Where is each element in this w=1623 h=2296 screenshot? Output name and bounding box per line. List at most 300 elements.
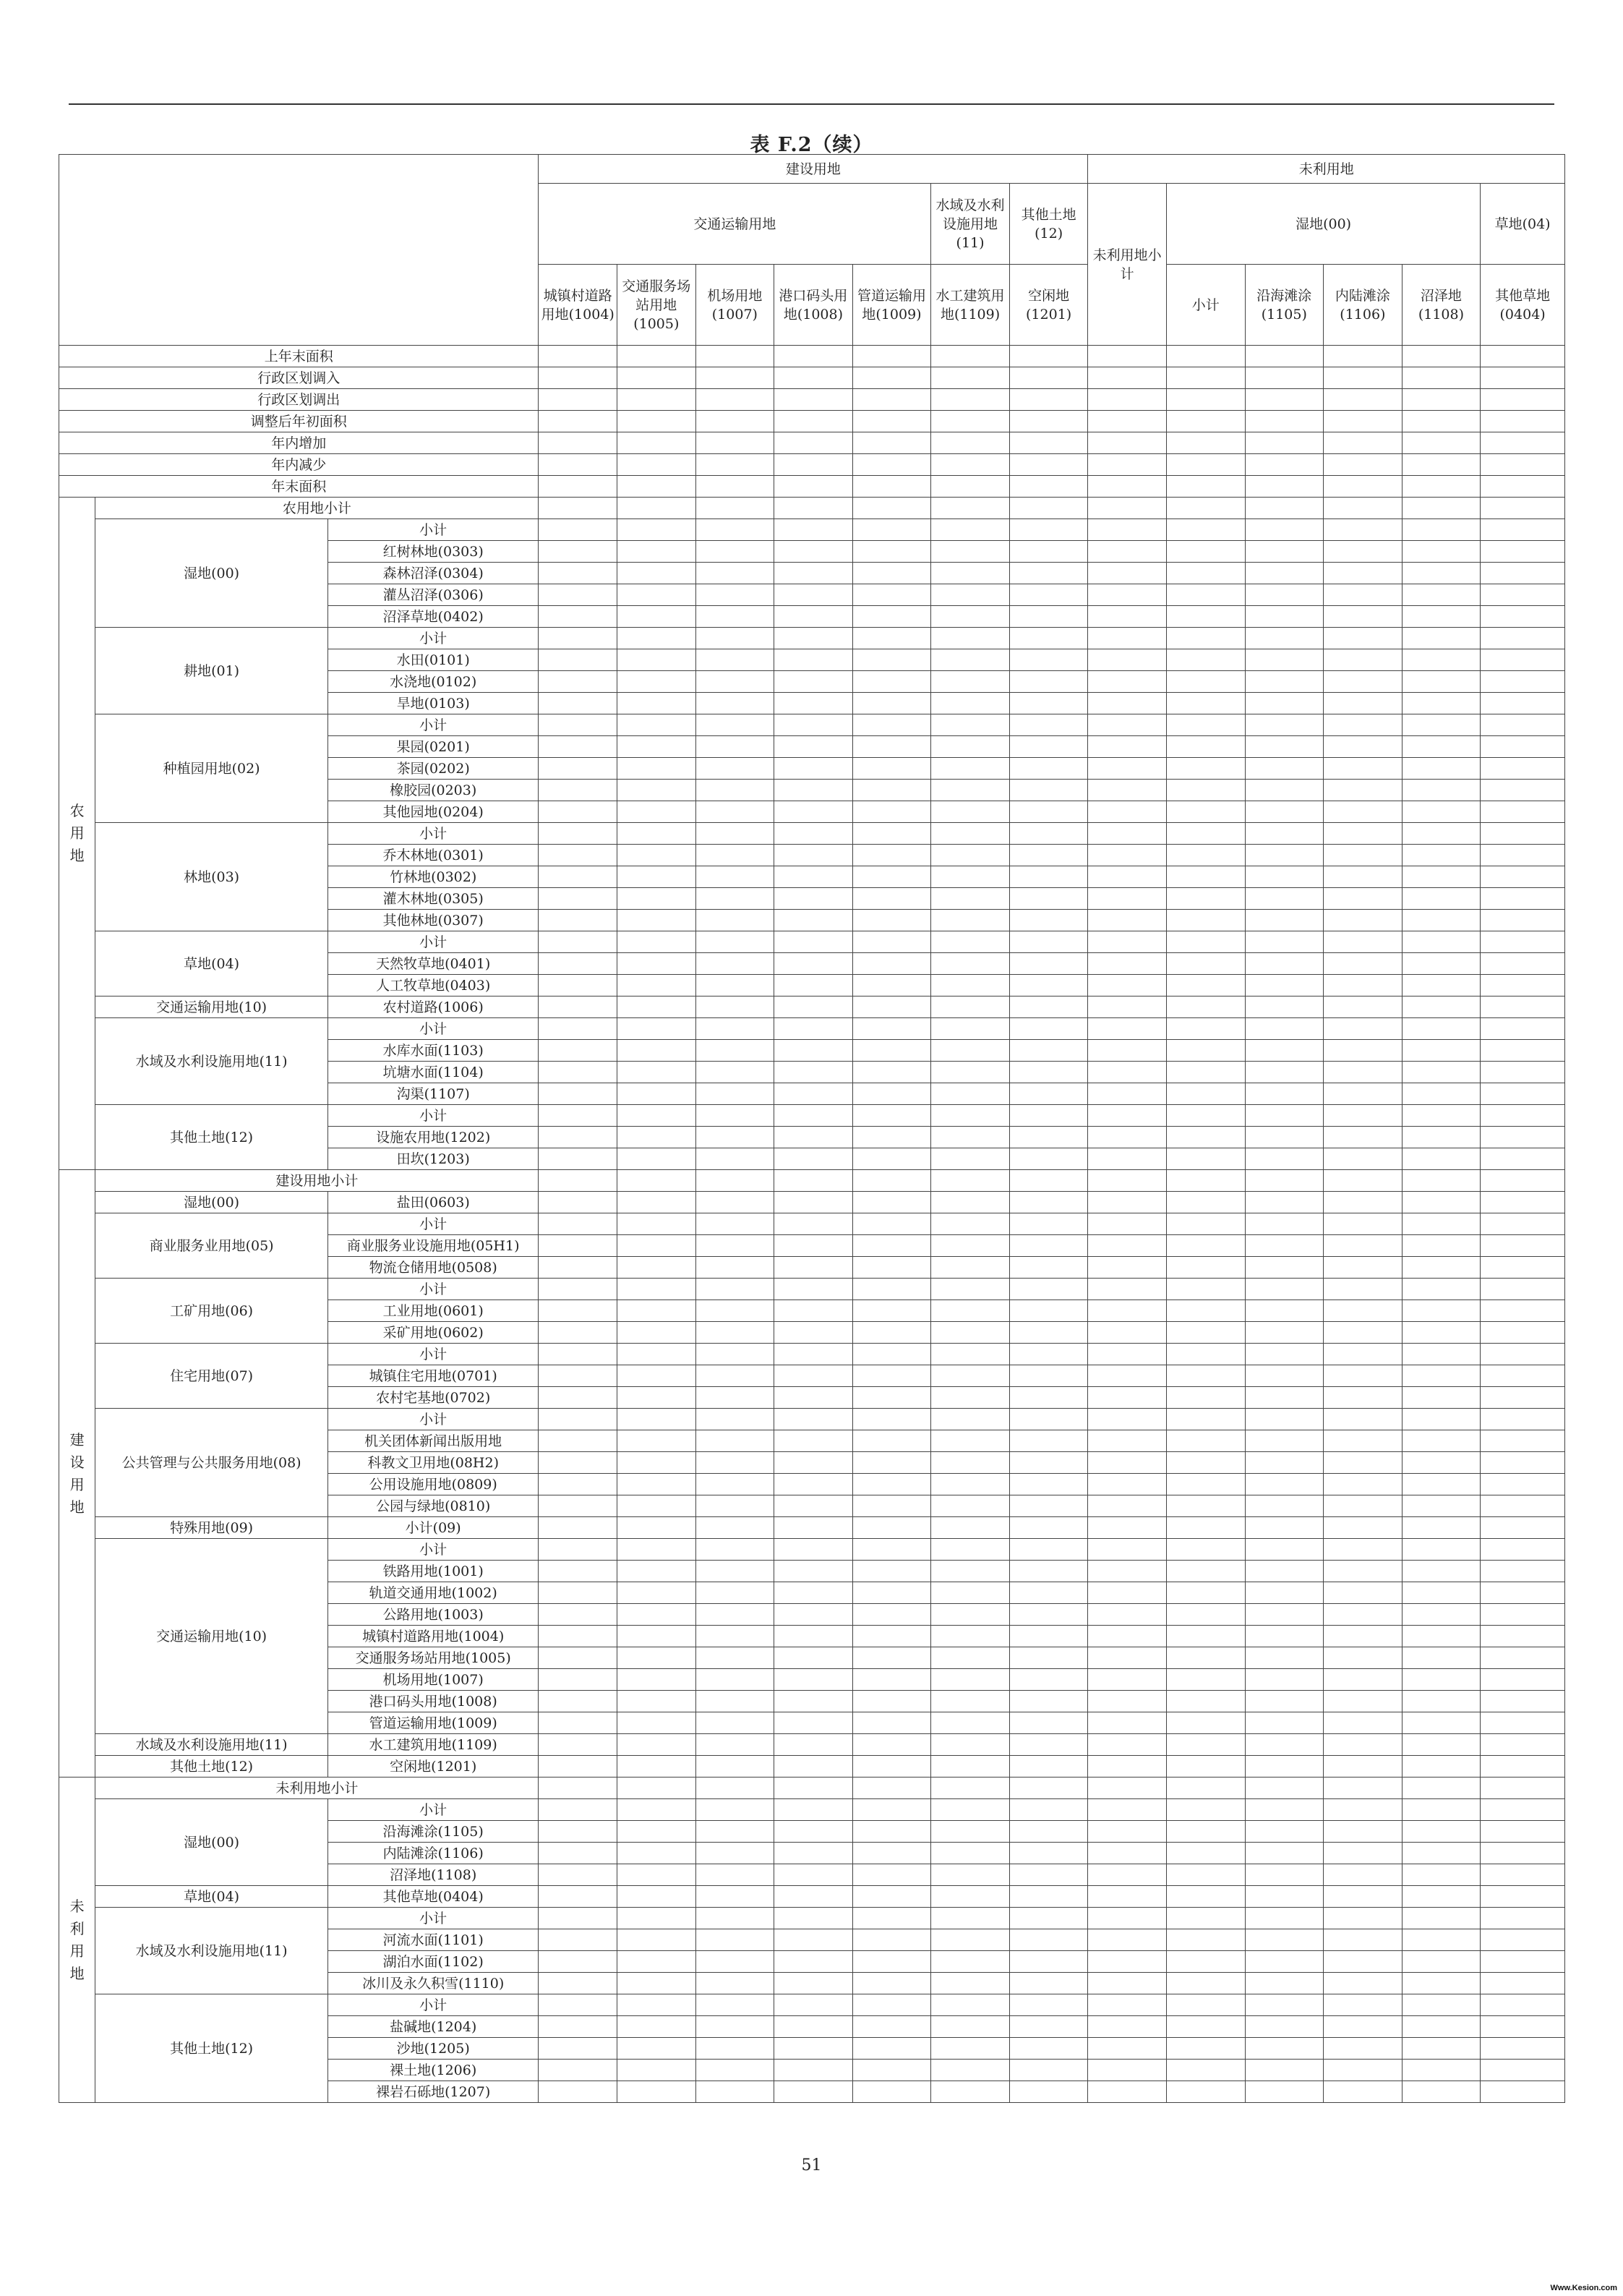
value-cell (852, 1148, 931, 1170)
value-cell (1088, 584, 1167, 606)
value-cell (695, 1929, 774, 1951)
table-row (59, 1213, 1565, 1235)
value-cell (1088, 1886, 1167, 1908)
value-cell (1166, 606, 1245, 628)
value-cell (1088, 2081, 1167, 2103)
value-cell (1166, 1409, 1245, 1430)
table-row (59, 931, 1565, 953)
value-cell (931, 1322, 1010, 1344)
value-cell (1402, 1387, 1481, 1409)
value-cell (1402, 2060, 1481, 2081)
value-cell (1245, 1083, 1324, 1105)
value-cell (1245, 1756, 1324, 1778)
value-cell (617, 346, 696, 367)
subcategory-label: 农村道路(1006) (327, 997, 539, 1018)
value-cell (695, 432, 774, 454)
value-cell (1402, 1821, 1481, 1843)
value-cell (1088, 541, 1167, 563)
value-cell (1481, 606, 1565, 628)
value-cell (1088, 736, 1167, 758)
value-cell (617, 606, 696, 628)
value-cell (1088, 1604, 1167, 1626)
value-cell (1166, 780, 1245, 801)
value-cell (695, 1430, 774, 1452)
subcategory-label: 冰川及永久积雪(1110) (327, 1973, 539, 1994)
value-cell (539, 1409, 617, 1430)
value-cell (617, 2060, 696, 2081)
column-header: 水工建筑用地(1109) (931, 265, 1010, 346)
value-cell (852, 584, 931, 606)
value-cell (695, 1170, 774, 1192)
subcategory-label: 小计 (327, 1279, 539, 1300)
category-label: 湿地(00) (95, 519, 328, 628)
value-cell (1324, 1886, 1403, 1908)
value-cell (1402, 1864, 1481, 1886)
value-cell (695, 1647, 774, 1669)
value-cell (1166, 2038, 1245, 2060)
value-cell (1088, 1647, 1167, 1669)
value-cell (1245, 389, 1324, 411)
value-cell (1245, 1452, 1324, 1474)
value-cell (617, 1474, 696, 1495)
value-cell (1009, 1452, 1088, 1474)
table-row (59, 714, 1565, 736)
subcategory-label: 港口码头用地(1008) (327, 1691, 539, 1712)
value-cell (931, 1105, 1010, 1127)
table-row (59, 1517, 1565, 1539)
value-cell (1324, 1669, 1403, 1691)
value-cell (539, 498, 617, 519)
value-cell (1088, 693, 1167, 714)
subcategory-label: 天然牧草地(0401) (327, 953, 539, 975)
value-cell (774, 1192, 853, 1213)
value-cell (1009, 1712, 1088, 1734)
value-cell (539, 1018, 617, 1040)
value-cell (1245, 845, 1324, 866)
value-cell (1009, 736, 1088, 758)
value-cell (617, 671, 696, 693)
value-cell (1245, 975, 1324, 997)
value-cell (1245, 1561, 1324, 1582)
subcategory-label: 小计 (327, 1539, 539, 1561)
value-cell (1324, 1712, 1403, 1734)
value-cell (1324, 2016, 1403, 2038)
value-cell (1402, 845, 1481, 866)
value-cell (1166, 823, 1245, 845)
subcategory-label: 竹林地(0302) (327, 866, 539, 888)
value-cell (1088, 1778, 1167, 1799)
value-cell (1402, 1734, 1481, 1756)
value-cell (617, 628, 696, 649)
subcategory-label: 工业用地(0601) (327, 1300, 539, 1322)
value-cell (1009, 758, 1088, 780)
value-cell (852, 888, 931, 910)
subcategory-label: 空闲地(1201) (327, 1756, 539, 1778)
column-header: 管道运输用地(1009) (852, 265, 931, 346)
value-cell (1245, 1669, 1324, 1691)
value-cell (1166, 866, 1245, 888)
value-cell (1166, 1691, 1245, 1712)
value-cell (1166, 1474, 1245, 1495)
value-cell (852, 866, 931, 888)
value-cell (1009, 2038, 1088, 2060)
value-cell (1009, 1257, 1088, 1279)
value-cell (1088, 1843, 1167, 1864)
value-cell (1245, 1734, 1324, 1756)
value-cell (1088, 2016, 1167, 2038)
value-cell (1009, 714, 1088, 736)
value-cell (1088, 476, 1167, 498)
value-cell (617, 780, 696, 801)
value-cell (774, 1712, 853, 1734)
value-cell (1481, 1691, 1565, 1712)
value-cell (774, 1387, 853, 1409)
value-cell (617, 1647, 696, 1669)
value-cell (1166, 1647, 1245, 1669)
value-cell (1402, 346, 1481, 367)
value-cell (1088, 1626, 1167, 1647)
value-cell (1245, 1908, 1324, 1929)
subcategory-label: 小计 (327, 519, 539, 541)
summary-row-label: 调整后年初面积 (59, 411, 539, 432)
value-cell (539, 1344, 617, 1365)
value-cell (695, 1279, 774, 1300)
value-cell (1009, 432, 1088, 454)
value-cell (1324, 1539, 1403, 1561)
value-cell (539, 1517, 617, 1539)
value-cell (1481, 498, 1565, 519)
value-cell (617, 1495, 696, 1517)
value-cell (852, 1279, 931, 1300)
value-cell (1402, 1561, 1481, 1582)
value-cell (617, 1018, 696, 1040)
value-cell (1481, 1843, 1565, 1864)
value-cell (1166, 1495, 1245, 1517)
value-cell (695, 1864, 774, 1886)
value-cell (774, 1864, 853, 1886)
value-cell (1245, 1864, 1324, 1886)
value-cell (1009, 1018, 1088, 1040)
value-cell (695, 1322, 774, 1344)
value-cell (1481, 563, 1565, 584)
value-cell (1088, 714, 1167, 736)
value-cell (539, 758, 617, 780)
value-cell (695, 1344, 774, 1365)
value-cell (1324, 780, 1403, 801)
value-cell (539, 780, 617, 801)
value-cell (617, 1452, 696, 1474)
value-cell (1324, 1365, 1403, 1387)
value-cell (1324, 1105, 1403, 1127)
value-cell (1402, 389, 1481, 411)
value-cell (1009, 1647, 1088, 1669)
table-row (59, 1734, 1565, 1756)
value-cell (617, 1821, 696, 1843)
value-cell (1009, 1062, 1088, 1083)
value-cell (1166, 758, 1245, 780)
value-cell (1088, 1322, 1167, 1344)
header-other-land: 其他土地(12) (1009, 184, 1088, 265)
value-cell (1088, 1452, 1167, 1474)
value-cell (1402, 671, 1481, 693)
value-cell (617, 1994, 696, 2016)
value-cell (1088, 1409, 1167, 1430)
subcategory-label: 人工牧草地(0403) (327, 975, 539, 997)
value-cell (1245, 1886, 1324, 1908)
value-cell (1481, 1669, 1565, 1691)
value-cell (1481, 1170, 1565, 1192)
value-cell (617, 2016, 696, 2038)
value-cell (1009, 346, 1088, 367)
value-cell (617, 1691, 696, 1712)
value-cell (539, 1994, 617, 2016)
subcategory-label: 公路用地(1003) (327, 1604, 539, 1626)
value-cell (1324, 2081, 1403, 2103)
value-cell (931, 1669, 1010, 1691)
value-cell (695, 910, 774, 931)
category-label: 草地(04) (95, 1886, 328, 1908)
value-cell (774, 1105, 853, 1127)
value-cell (1009, 367, 1088, 389)
value-cell (774, 1322, 853, 1344)
value-cell (1245, 1257, 1324, 1279)
subcategory-label: 城镇住宅用地(0701) (327, 1365, 539, 1387)
value-cell (1245, 1430, 1324, 1452)
value-cell (1481, 1647, 1565, 1669)
value-cell (1009, 1495, 1088, 1517)
value-cell (1088, 1300, 1167, 1322)
value-cell (1402, 1691, 1481, 1712)
value-cell (1402, 693, 1481, 714)
subcategory-label: 沿海滩涂(1105) (327, 1821, 539, 1843)
category-label: 其他土地(12) (95, 1756, 328, 1778)
value-cell (1245, 606, 1324, 628)
table-title: 表 F.2（续） (750, 134, 873, 156)
value-cell (1009, 845, 1088, 866)
value-cell (774, 476, 853, 498)
value-cell (852, 801, 931, 823)
value-cell (931, 1430, 1010, 1452)
value-cell (852, 1712, 931, 1734)
value-cell (1245, 628, 1324, 649)
value-cell (774, 1083, 853, 1105)
value-cell (1166, 1452, 1245, 1474)
value-cell (695, 606, 774, 628)
value-cell (1009, 1778, 1088, 1799)
table-row (59, 1409, 1565, 1430)
value-cell (1481, 1734, 1565, 1756)
subcategory-label: 旱地(0103) (327, 693, 539, 714)
value-cell (1166, 1127, 1245, 1148)
value-cell (1245, 1344, 1324, 1365)
value-cell (617, 411, 696, 432)
subcategory-label: 田坎(1203) (327, 1148, 539, 1170)
value-cell (1009, 584, 1088, 606)
value-cell (1088, 454, 1167, 476)
value-cell (695, 714, 774, 736)
value-cell (852, 1257, 931, 1279)
value-cell (1009, 1756, 1088, 1778)
value-cell (1166, 1170, 1245, 1192)
value-cell (1245, 1300, 1324, 1322)
value-cell (774, 1929, 853, 1951)
value-cell (852, 367, 931, 389)
table-row (59, 1778, 1565, 1799)
value-cell (1088, 845, 1167, 866)
value-cell (1402, 584, 1481, 606)
value-cell (1245, 1843, 1324, 1864)
value-cell (1245, 758, 1324, 780)
value-cell (695, 1365, 774, 1387)
value-cell (1481, 411, 1565, 432)
column-header: 空闲地(1201) (1009, 265, 1088, 346)
table-row (59, 411, 1565, 432)
value-cell (852, 1843, 931, 1864)
value-cell (695, 2038, 774, 2060)
value-cell (931, 758, 1010, 780)
value-cell (1324, 1344, 1403, 1365)
value-cell (1088, 1127, 1167, 1148)
value-cell (617, 2081, 696, 2103)
value-cell (1402, 411, 1481, 432)
value-cell (1166, 931, 1245, 953)
value-cell (774, 1691, 853, 1712)
value-cell (852, 714, 931, 736)
value-cell (774, 1843, 853, 1864)
value-cell (1088, 1973, 1167, 1994)
value-cell (539, 1843, 617, 1864)
value-cell (617, 1951, 696, 1973)
value-cell (1402, 606, 1481, 628)
value-cell (1009, 1973, 1088, 1994)
value-cell (1088, 1365, 1167, 1387)
value-cell (1481, 1235, 1565, 1257)
value-cell (617, 563, 696, 584)
value-cell (852, 628, 931, 649)
value-cell (1402, 736, 1481, 758)
value-cell (539, 1712, 617, 1734)
value-cell (1402, 1712, 1481, 1734)
subcategory-label: 科教文卫用地(08H2) (327, 1452, 539, 1474)
value-cell (1481, 1365, 1565, 1387)
value-cell (1324, 1517, 1403, 1539)
value-cell (774, 866, 853, 888)
value-cell (695, 1040, 774, 1062)
value-cell (539, 1539, 617, 1561)
value-cell (931, 1864, 1010, 1886)
subcategory-label: 内陆滩涂(1106) (327, 1843, 539, 1864)
value-cell (1166, 1843, 1245, 1864)
value-cell (1088, 1864, 1167, 1886)
value-cell (931, 1365, 1010, 1387)
value-cell (931, 1127, 1010, 1148)
value-cell (852, 975, 931, 997)
value-cell (1009, 1669, 1088, 1691)
category-label: 耕地(01) (95, 628, 328, 714)
value-cell (852, 1561, 931, 1582)
value-cell (695, 1517, 774, 1539)
value-cell (539, 1778, 617, 1799)
value-cell (539, 1279, 617, 1300)
value-cell (1166, 1365, 1245, 1387)
value-cell (1009, 1604, 1088, 1626)
value-cell (539, 1951, 617, 1973)
value-cell (539, 1365, 617, 1387)
value-cell (695, 1127, 774, 1148)
subcategory-label: 小计 (327, 1409, 539, 1430)
subcategory-label: 红树林地(0303) (327, 541, 539, 563)
value-cell (1166, 1929, 1245, 1951)
value-cell (1402, 714, 1481, 736)
value-cell (539, 1756, 617, 1778)
value-cell (1245, 2081, 1324, 2103)
value-cell (852, 1127, 931, 1148)
value-cell (695, 1886, 774, 1908)
value-cell (695, 1148, 774, 1170)
value-cell (1009, 780, 1088, 801)
value-cell (695, 1756, 774, 1778)
value-cell (1166, 1778, 1245, 1799)
value-cell (539, 476, 617, 498)
subcategory-label: 其他园地(0204) (327, 801, 539, 823)
value-cell (1166, 1213, 1245, 1235)
header-unused-subtotal: 未利用地小计 (1088, 184, 1167, 346)
value-cell (1324, 1040, 1403, 1062)
value-cell (617, 432, 696, 454)
value-cell (852, 1778, 931, 1799)
value-cell (774, 1973, 853, 1994)
value-cell (1166, 2060, 1245, 2081)
value-cell (1324, 910, 1403, 931)
value-cell (931, 1040, 1010, 1062)
value-cell (1481, 1452, 1565, 1474)
value-cell (1324, 1843, 1403, 1864)
subcategory-label: 小计 (327, 1213, 539, 1235)
value-cell (1245, 931, 1324, 953)
value-cell (617, 888, 696, 910)
value-cell (1245, 1647, 1324, 1669)
value-cell (774, 1647, 853, 1669)
value-cell (695, 2016, 774, 2038)
value-cell (1402, 1886, 1481, 1908)
value-cell (1481, 1387, 1565, 1409)
value-cell (774, 736, 853, 758)
subcategory-label: 小计 (327, 1799, 539, 1821)
value-cell (1481, 628, 1565, 649)
value-cell (931, 1561, 1010, 1582)
value-cell (852, 1170, 931, 1192)
value-cell (852, 1994, 931, 2016)
value-cell (1088, 1994, 1167, 2016)
value-cell (695, 1257, 774, 1279)
value-cell (1481, 2016, 1565, 2038)
value-cell (695, 541, 774, 563)
value-cell (774, 519, 853, 541)
value-cell (1324, 693, 1403, 714)
value-cell (852, 476, 931, 498)
value-cell (1481, 780, 1565, 801)
subcategory-label: 茶园(0202) (327, 758, 539, 780)
value-cell (617, 1669, 696, 1691)
value-cell (931, 1756, 1010, 1778)
value-cell (1245, 2016, 1324, 2038)
value-cell (931, 1951, 1010, 1973)
value-cell (1009, 1365, 1088, 1387)
value-cell (1481, 432, 1565, 454)
value-cell (1009, 2016, 1088, 2038)
value-cell (852, 519, 931, 541)
value-cell (1481, 346, 1565, 367)
